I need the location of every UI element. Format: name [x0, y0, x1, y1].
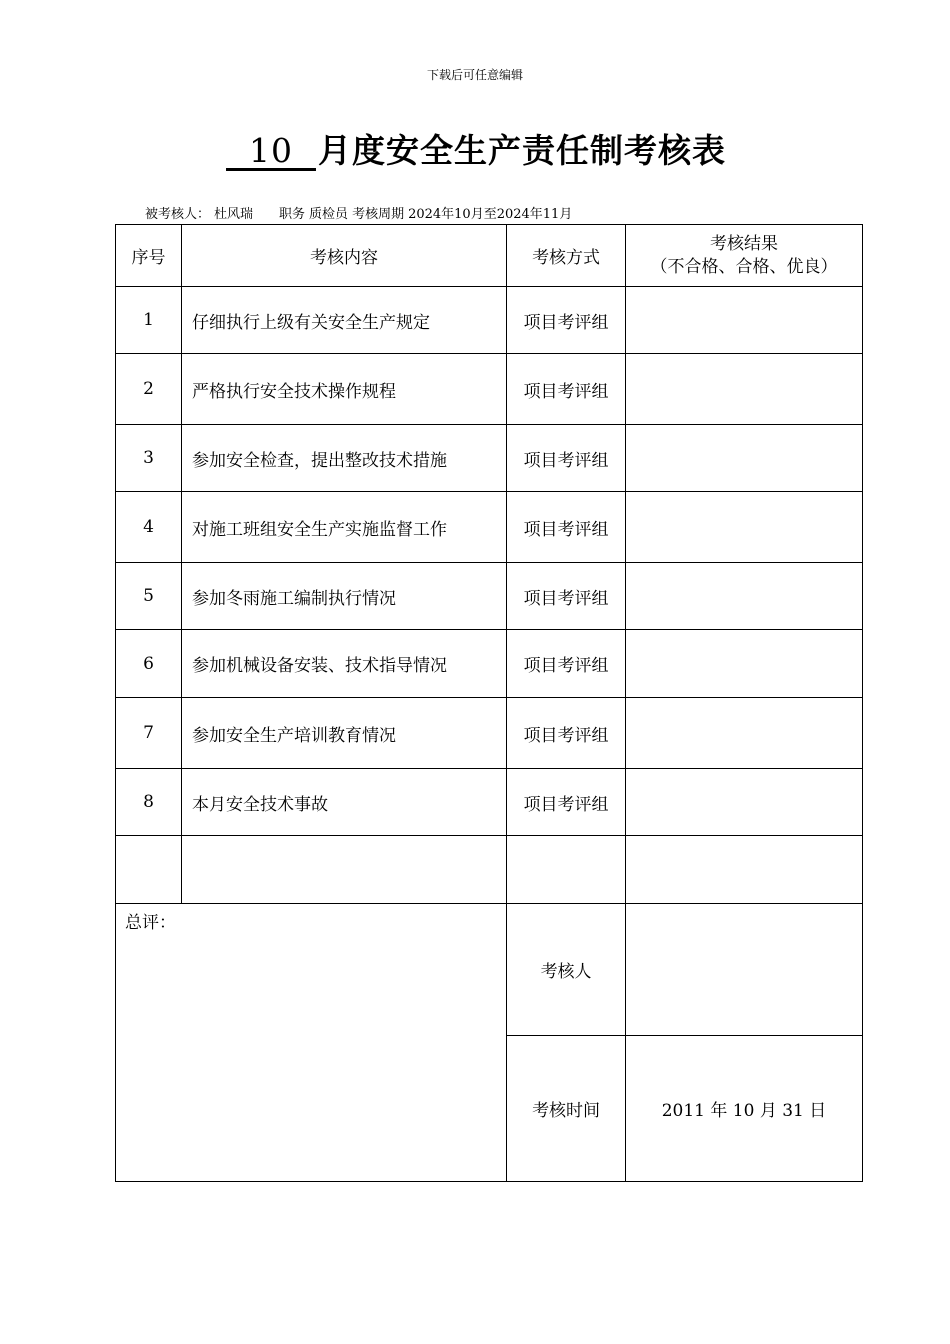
- row-seq: 4: [116, 492, 182, 563]
- time-label: 考核时间: [507, 1036, 626, 1182]
- page-title: [0, 125, 950, 172]
- row-content: 对施工班组安全生产实施监督工作: [181, 492, 506, 563]
- table-row: [116, 492, 863, 563]
- row-content: 参加机械设备安装、技术指导情况: [181, 630, 506, 698]
- title-text: 月度安全生产责任制考核表: [317, 131, 726, 170]
- summary-cell[interactable]: [116, 904, 507, 1182]
- row-seq: 8: [116, 769, 182, 836]
- examinee-label: 被考核人：: [145, 207, 211, 222]
- position-value: 质检员: [309, 207, 349, 222]
- row-method: 项目考评组: [507, 492, 626, 563]
- row-seq: 7: [116, 698, 182, 769]
- row-method[interactable]: [507, 836, 626, 904]
- row-result[interactable]: [626, 769, 863, 836]
- period-label: 考核周期: [352, 207, 405, 222]
- row-seq: 6: [116, 630, 182, 698]
- assessment-table: [115, 224, 863, 1182]
- row-method: 项目考评组: [507, 769, 626, 836]
- header-note: 下载后可任意编辑: [426, 68, 523, 82]
- time-value: 2011 年 10 月 31 日: [626, 1036, 863, 1182]
- row-result[interactable]: [626, 836, 863, 904]
- row-content: 严格执行安全技术操作规程: [181, 354, 506, 425]
- assessor-row: [116, 904, 863, 1036]
- row-method: 项目考评组: [507, 630, 626, 698]
- row-method: 项目考评组: [507, 287, 626, 354]
- table-row-empty: [116, 836, 863, 904]
- row-result[interactable]: [626, 630, 863, 698]
- row-method: 项目考评组: [507, 563, 626, 630]
- row-content: 仔细执行上级有关安全生产规定: [181, 287, 506, 354]
- header-result-title: 考核结果: [710, 233, 778, 254]
- row-seq: 2: [116, 354, 182, 425]
- row-method: 项目考评组: [507, 354, 626, 425]
- row-seq: 3: [116, 425, 182, 492]
- row-result[interactable]: [626, 563, 863, 630]
- row-content[interactable]: [181, 836, 506, 904]
- title-month: 10: [249, 131, 293, 170]
- table-row: [116, 769, 863, 836]
- position-label: 职务: [279, 207, 306, 222]
- row-result[interactable]: [626, 287, 863, 354]
- row-seq: 1: [116, 287, 182, 354]
- row-method: 项目考评组: [507, 698, 626, 769]
- row-seq[interactable]: [116, 836, 182, 904]
- row-result[interactable]: [626, 425, 863, 492]
- row-content: 本月安全技术事故: [181, 769, 506, 836]
- examinee-name: 杜风瑞: [214, 207, 254, 222]
- header-seq: 序号: [116, 225, 182, 287]
- row-content: 参加安全检查，提出整改技术措施: [181, 425, 506, 492]
- header-content: 考核内容: [181, 225, 506, 287]
- assessment-info: [145, 203, 576, 222]
- table-header-row: [116, 225, 863, 287]
- row-seq: 5: [116, 563, 182, 630]
- assessor-value[interactable]: [626, 904, 863, 1036]
- table-row: [116, 287, 863, 354]
- table-row: [116, 563, 863, 630]
- table-row: [116, 630, 863, 698]
- header-result-options: （不合格、合格、优良）: [650, 256, 838, 277]
- assessor-label: 考核人: [507, 904, 626, 1036]
- row-content: 参加安全生产培训教育情况: [181, 698, 506, 769]
- row-result[interactable]: [626, 492, 863, 563]
- row-method: 项目考评组: [507, 425, 626, 492]
- table-row: [116, 425, 863, 492]
- summary-label: 总评：: [125, 913, 176, 933]
- row-result[interactable]: [626, 698, 863, 769]
- header-result: [626, 225, 863, 287]
- table-row: [116, 354, 863, 425]
- table-row: [116, 698, 863, 769]
- row-content: 参加冬雨施工编制执行情况: [181, 563, 506, 630]
- header-method: 考核方式: [507, 225, 626, 287]
- period-value: 2024年10月至2024年11月: [408, 207, 573, 222]
- row-result[interactable]: [626, 354, 863, 425]
